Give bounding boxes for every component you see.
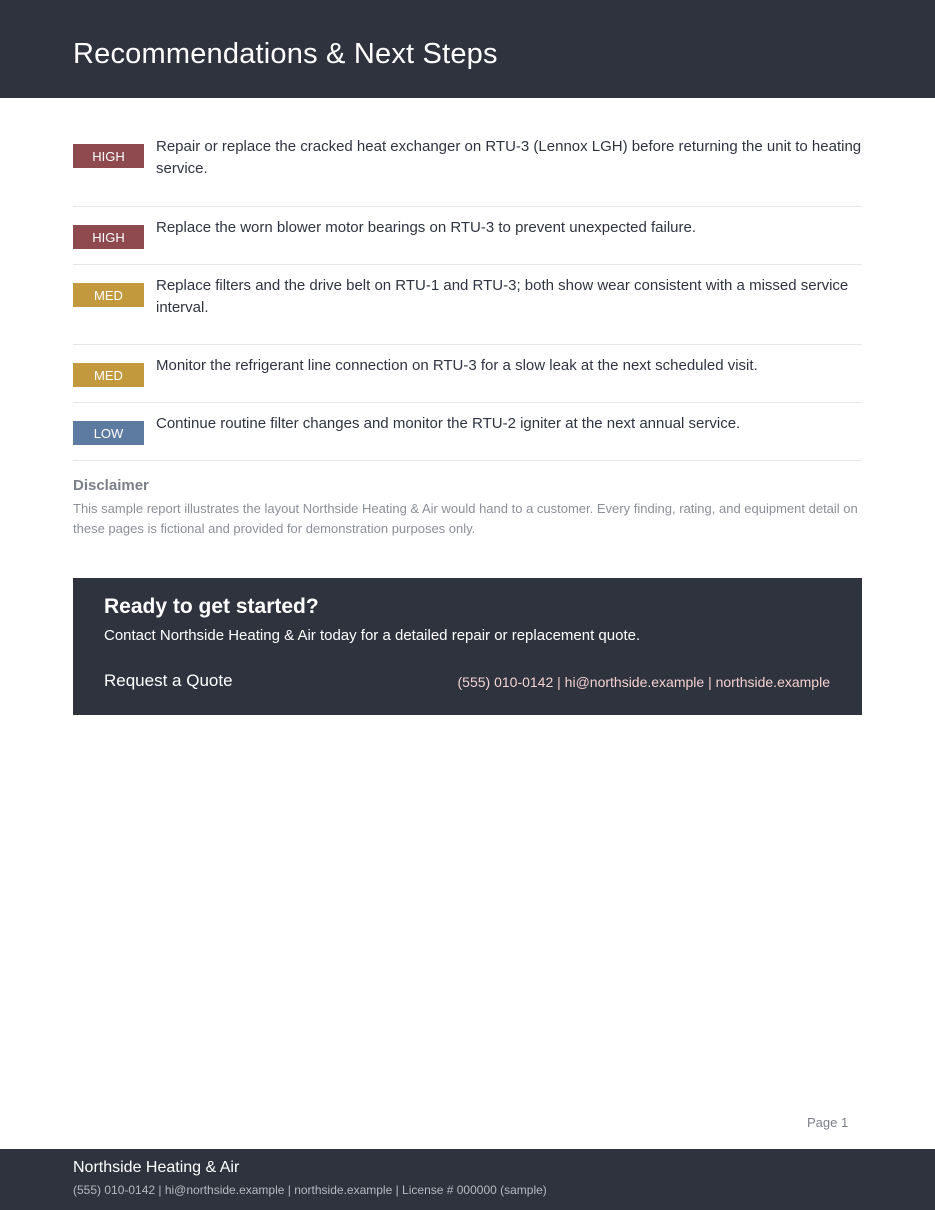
footer-contact-info: (555) 010-0142 | hi@northside.example | northside.example | License # 000000 (sample) xyxy=(73,1183,547,1197)
priority-badge-high: HIGH xyxy=(73,225,144,249)
disclaimer-text: This sample report illustrates the layout Northside Heating & Air would hand to a customer. Every finding, rating, and equipment detail on these pages is fictional and provided for demonstration purposes only. xyxy=(73,501,858,536)
cta-contact-info: (555) 010-0142 | hi@northside.example | northside.example xyxy=(457,674,830,690)
recommendation-item xyxy=(73,126,862,207)
recommendation-text: Replace the worn blower motor bearings on RTU-3 to prevent unexpected failure. xyxy=(156,219,697,236)
report-header xyxy=(0,0,935,98)
recommendations-list xyxy=(73,126,862,461)
cta-subtext: Contact Northside Heating & Air today for a detailed repair or replacement quote. xyxy=(104,627,641,644)
report-footer xyxy=(0,1149,935,1210)
recommendation-text: Continue routine filter changes and monitor the RTU-2 igniter at the next annual service. xyxy=(156,415,741,432)
recommendation-item xyxy=(73,207,862,265)
recommendation-item xyxy=(73,345,862,403)
cta-panel xyxy=(73,578,862,715)
priority-badge-med: MED xyxy=(73,283,144,307)
disclaimer-title: Disclaimer xyxy=(73,477,149,494)
footer-company-name: Northside Heating & Air xyxy=(73,1159,240,1176)
recommendation-item xyxy=(73,403,862,461)
recommendation-text: Repair or replace the cracked heat exchanger on RTU-3 (Lennox LGH) before returning the unit to heating service. xyxy=(156,138,862,177)
priority-badge-high: HIGH xyxy=(73,144,144,168)
priority-badge-med: MED xyxy=(73,363,144,387)
recommendation-text: Replace filters and the drive belt on RTU-1 and RTU-3; both show wear consistent with a missed service interval. xyxy=(156,277,849,316)
page-number: Page 1 xyxy=(807,1115,849,1130)
request-quote-button[interactable]: Request a Quote xyxy=(104,671,233,690)
cta-heading: Ready to get started? xyxy=(104,595,319,618)
page-title: Recommendations & Next Steps xyxy=(73,38,498,70)
recommendation-text: Monitor the refrigerant line connection on RTU-3 for a slow leak at the next scheduled visit. xyxy=(156,357,758,374)
priority-badge-low: LOW xyxy=(73,421,144,445)
recommendation-item xyxy=(73,265,862,345)
